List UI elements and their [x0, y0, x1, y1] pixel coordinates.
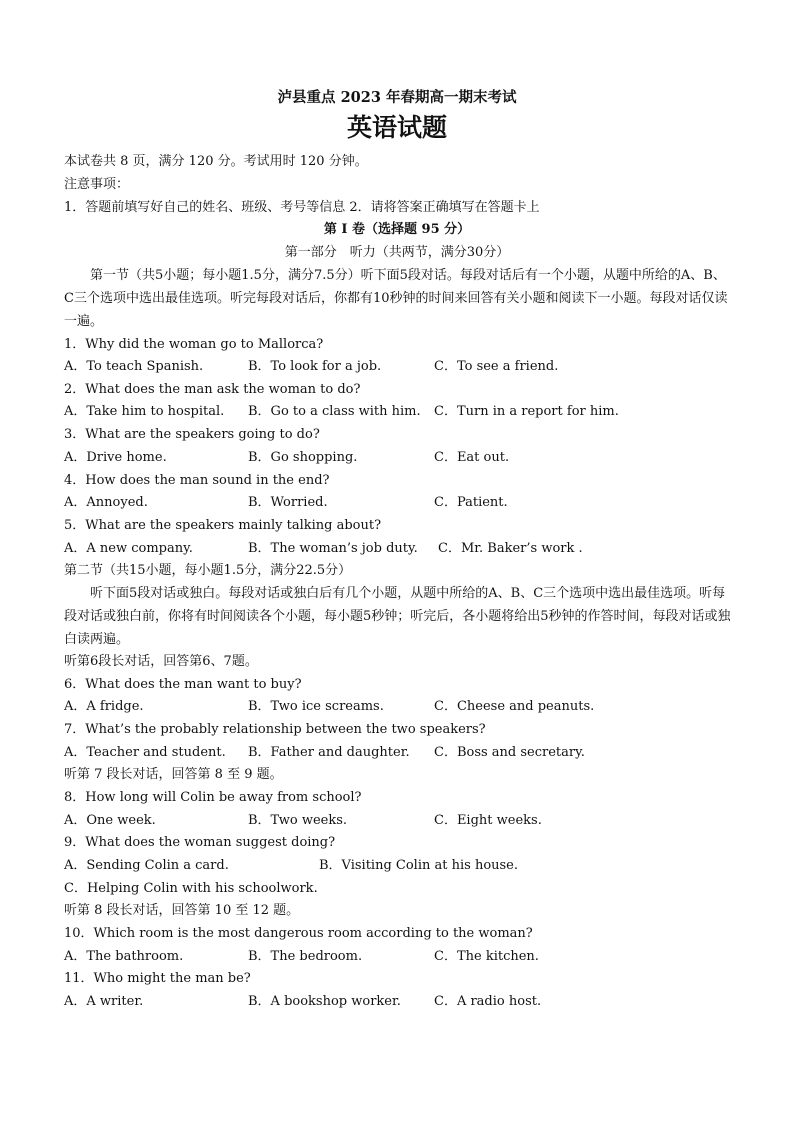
question-7-stem: 7．What’s the probably relationship between the two speakers? [64, 722, 486, 737]
question-10-stem: 10．Which room is the most dangerous room according to the woman? [64, 926, 533, 941]
option-c: C．To see a friend. [434, 359, 559, 374]
section1-directions: 第一节（共5小题；每小题1.5分，满分7.5分）听下面5段对话。每段对话后有一个小题，从题中所给的A、B、C三个选项中选出最佳选项。听完每段对话后，你都有10秒钟的时间来回答有关小题和阅读下一小题。每段对话仅读一遍。 [64, 268, 728, 329]
subject-title: 英语试题 [346, 113, 447, 142]
school-exam-title: 泸县重点 2023 年春期高一期末考试 [277, 89, 517, 106]
option-b: B．Two weeks. [248, 813, 348, 828]
question-2-stem: 2．What does the man ask the woman to do? [64, 382, 361, 397]
option-a: A．Drive home. [64, 450, 167, 465]
dialog-8-instruction: 听第 8 段长对话，回答第 10 至 12 题。 [64, 903, 300, 918]
question-4-stem: 4．How does the man sound in the end? [64, 473, 330, 488]
option-b: B．Father and daughter. [248, 745, 410, 760]
question-6-stem: 6．What does the man want to buy? [64, 677, 302, 692]
option-c: C．Eat out. [434, 450, 510, 465]
option-b: B．Go shopping. [248, 450, 358, 465]
notice-item: 1．答题前填写好自己的姓名、班级、考号等信息 2．请将答案正确填写在答题卡上 [64, 200, 540, 215]
dialog-6-instruction: 听第6段长对话，回答第6、7题。 [64, 654, 258, 669]
option-c: C．A radio host. [434, 994, 542, 1009]
option-c: C．Mr. Baker’s work . [438, 541, 583, 556]
option-a: A．One week. [64, 813, 156, 828]
dialog-7-instruction: 听第 7 段长对话，回答第 8 至 9 题。 [64, 767, 283, 782]
question-2-options [64, 402, 732, 422]
section2-directions: 听下面5段对话或独白。每段对话或独白后有几个小题，从题中所给的A、B、C三个选项中选出最佳选项。听每段对话或独白前，你将有时间阅读各个小题，每小题5秒钟；听完后，各小题将给出5秒钟的作答时间，每段对话或独白读两遍。 [64, 586, 731, 647]
option-c: C．The kitchen. [434, 949, 539, 964]
option-b: B．Visiting Colin at his house. [319, 858, 519, 873]
question-7-options [64, 743, 732, 763]
option-b: B．The bedroom. [248, 949, 363, 964]
question-1-options [64, 357, 732, 377]
exam-info: 本试卷共 8 页，满分 120 分。考试用时 120 分钟。 [64, 154, 368, 169]
question-3-stem: 3．What are the speakers going to do? [64, 427, 320, 442]
notice-label: 注意事项： [64, 177, 130, 192]
option-c: C．Eight weeks. [434, 813, 542, 828]
option-a: A．To teach Spanish. [64, 359, 204, 374]
option-b: B．Go to a class with him. [248, 404, 421, 419]
option-c: C．Turn in a report for him. [434, 404, 619, 419]
question-9-options-row2 [64, 879, 732, 899]
question-9-options-row1 [64, 856, 732, 876]
section2-heading: 第二节（共15小题，每小题1.5分，满分22.5分） [64, 563, 352, 578]
question-8-options [64, 811, 732, 831]
option-a: A．The bathroom. [64, 949, 184, 964]
option-a: A．Teacher and student. [64, 745, 226, 760]
question-4-options [64, 493, 732, 513]
option-c: C．Patient. [434, 495, 508, 510]
question-1-stem: 1．Why did the woman go to Mallorca? [64, 337, 324, 352]
option-a: A．A fridge. [64, 699, 144, 714]
option-c: C．Boss and secretary. [434, 745, 585, 760]
question-10-options [64, 947, 732, 967]
question-3-options [64, 448, 732, 468]
option-b: B．Two ice screams. [248, 699, 384, 714]
question-5-stem: 5．What are the speakers mainly talking about? [64, 518, 382, 533]
option-a: A．Annoyed. [64, 495, 148, 510]
option-b: B．A bookshop worker. [248, 994, 401, 1009]
part-title: 第一部分 听力（共两节，满分30分） [284, 245, 510, 260]
option-b: B．To look for a job. [248, 359, 382, 374]
option-a: A．Take him to hospital. [64, 404, 225, 419]
question-9-stem: 9．What does the woman suggest doing? [64, 835, 336, 850]
question-5-options [64, 539, 732, 559]
option-c: C．Cheese and peanuts. [434, 699, 595, 714]
option-b: B．Worried. [248, 495, 328, 510]
question-11-options [64, 992, 732, 1012]
option-b: B．The woman’s job duty. [248, 541, 418, 556]
option-c: C．Helping Colin with his schoolwork. [64, 881, 318, 896]
question-8-stem: 8．How long will Colin be away from school? [64, 790, 362, 805]
option-a: A．A writer. [64, 994, 144, 1009]
question-11-stem: 11．Who might the man be? [64, 971, 251, 986]
option-a: A．A new company. [64, 541, 193, 556]
question-6-options [64, 697, 732, 717]
option-a: A．Sending Colin a card. [64, 858, 229, 873]
volume-title: 第 I 卷（选择题 95 分） [323, 222, 471, 237]
